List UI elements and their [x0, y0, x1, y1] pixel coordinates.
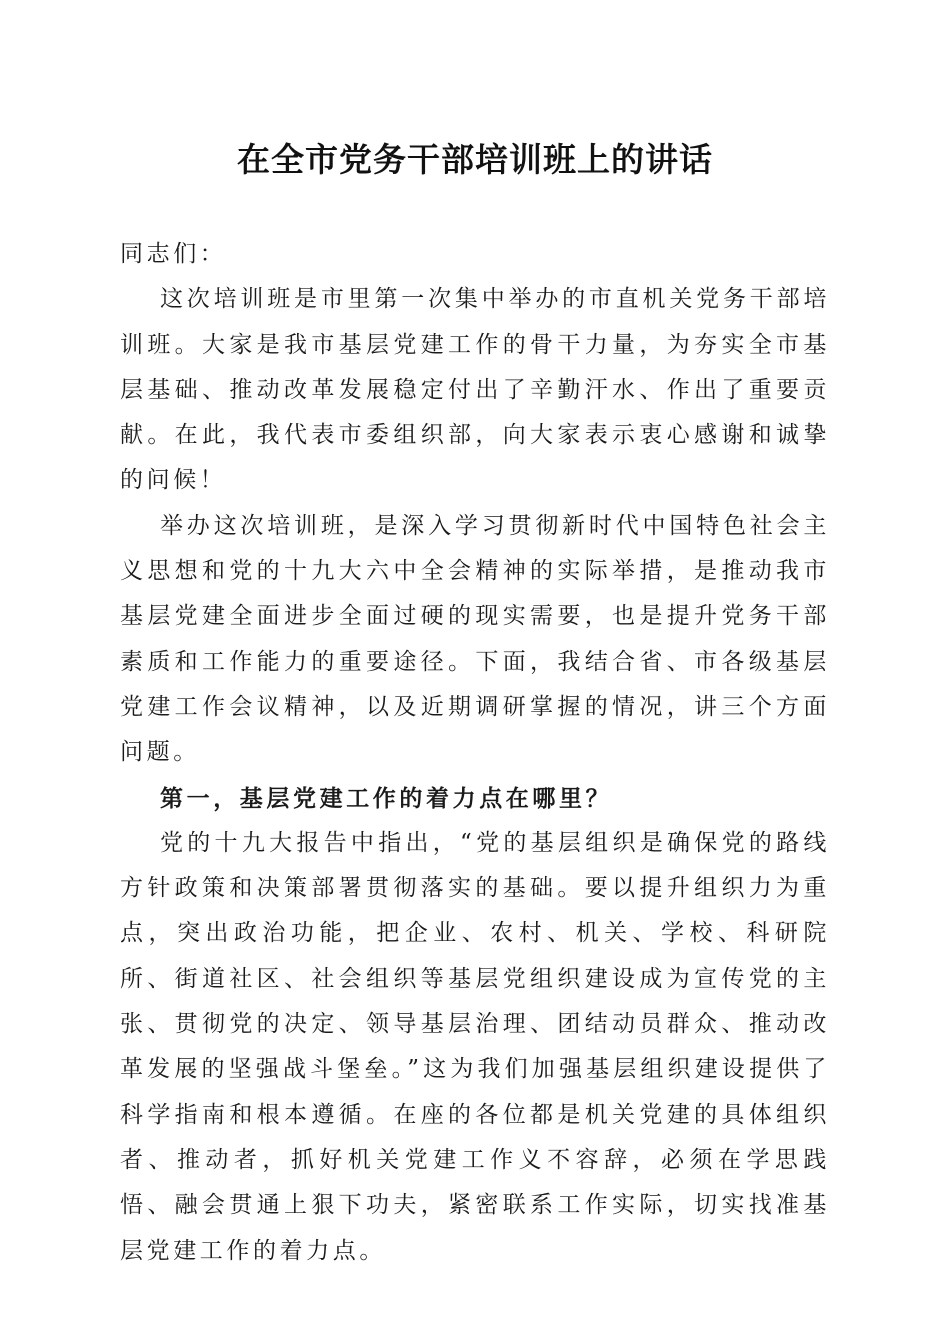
section-heading: 第一，基层党建工作的着力点在哪里？	[160, 784, 613, 812]
paragraph-intro: 这次培训班是市里第一次集中举办的市直机关党务干部培训班。大家是我市基层党建工作的骨干力量，为夯实全市基层基础、推动改革发展稳定付出了辛勤汗水、作出了重要贡献。在此，我代表市委组织部，向大家表示衷心感谢和诚挚的问候！	[120, 286, 830, 494]
page-title: 在全市党务干部培训班上的讲话	[237, 140, 713, 179]
document-body	[120, 232, 830, 1274]
paragraph-purpose: 举办这次培训班，是深入学习贯彻新时代中国特色社会主义思想和党的十九大六中全会精神的实际举措，是推动我市基层党建全面进步全面过硬的现实需要，也是提升党务干部素质和工作能力的重要途径。下面，我结合省、市各级基层党建工作会议精神，以及近期调研掌握的情况，讲三个方面问题。	[120, 512, 830, 766]
paragraph-section-one: 党的十九大报告中指出，“党的基层组织是确保党的路线方针政策和决策部署贯彻落实的基础。要以提升组织力为重点，突出政治功能，把企业、农村、机关、学校、科研院所、街道社区、社会组织等基层党组织建设成为宣传党的主张、贯彻党的决定、领导基层治理、团结动员群众、推动改革发展的坚强战斗堡垒。”这为我们加强基层组织建设提供了科学指南和根本遵循。在座的各位都是机关党建的具体组织者、推动者，抓好机关党建工作义不容辞，必须在学思践悟、融会贯通上狠下功夫，紧密联系工作实际，切实找准基层党建工作的着力点。	[120, 829, 830, 1264]
salutation: 同志们：	[120, 241, 227, 267]
